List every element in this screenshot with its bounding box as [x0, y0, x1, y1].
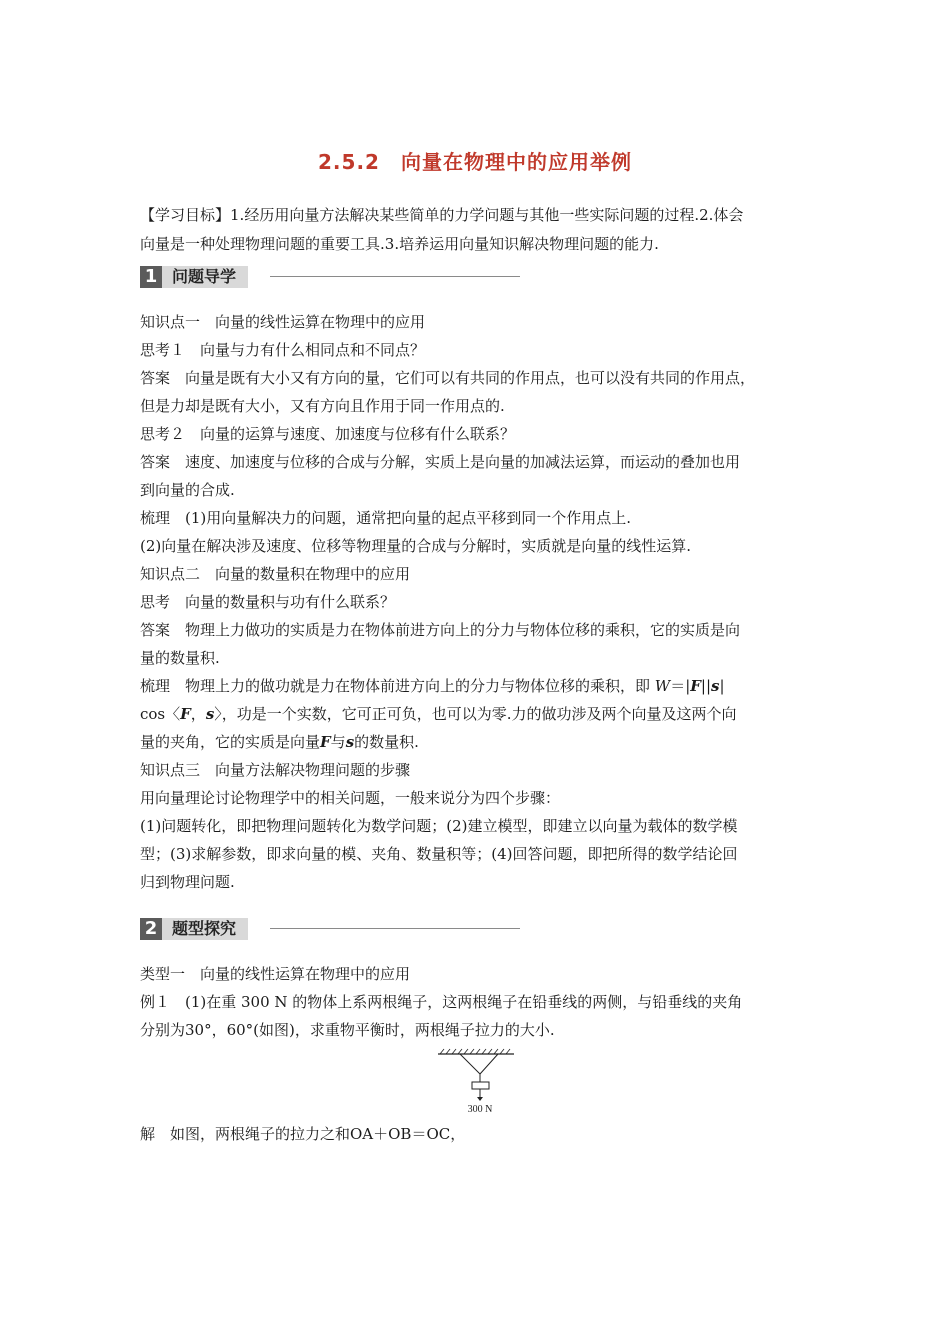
steps-intro: 用向量理论讨论物理学中的相关问题，一般来说分为四个步骤：	[140, 789, 561, 807]
section-title: 问题导学	[162, 266, 248, 288]
steps-line-1: (1)问题转化，即把物理问题转化为数学问题；(2)建立模型，即建立以向量为载体的数学模	[140, 817, 738, 835]
example-1-line-2: 分别为30°，60°(如图)，求重物平衡时，两根绳子拉力的大小.	[140, 1021, 555, 1039]
text: 量的夹角，它的实质是向量	[140, 733, 321, 751]
rope-diagram	[430, 1046, 520, 1118]
section-title: 题型探究	[162, 918, 248, 940]
answer-3-line-2: 量的数量积.	[140, 649, 220, 667]
ceiling-hatching	[440, 1049, 510, 1054]
force-vector: F	[320, 733, 331, 751]
example-1-line-1: 例１ (1)在重 300 N 的物体上系两根绳子，这两根绳子在铅垂线的两侧，与铅垂线的夹角	[140, 993, 743, 1011]
question-3: 思考 向量的数量积与功有什么联系？	[140, 593, 396, 611]
objectives-line2: 向量是一种处理物理问题的重要工具.3.培养运用向量知识解决物理问题的能力.	[140, 235, 659, 253]
section-divider	[270, 276, 520, 277]
question-2: 思考２ 向量的运算与速度、加速度与位移有什么联系？	[140, 425, 516, 443]
objectives-line1: 1.经历用向量方法解决某些简单的力学问题与其他一些实际问题的过程.2.体会	[230, 206, 744, 224]
weight-block	[472, 1082, 489, 1089]
displacement-vector: s	[345, 733, 355, 751]
weight-label: 300 N	[467, 1104, 493, 1115]
section-header-2	[140, 918, 520, 940]
steps-line-2: 型；(3)求解参数，即求向量的模、夹角、数量积等；(4)回答问题，即把所得的数学结论回	[140, 845, 738, 863]
answer-1-line-1: 答案 向量是既有大小又有方向的量，它们可以有共同的作用点，也可以没有共同的作用点，	[140, 369, 756, 387]
displacement-vector: s	[711, 677, 720, 695]
section-header-1	[140, 266, 520, 288]
summary-3-line-1	[140, 676, 725, 696]
hanging-weight-figure	[430, 1046, 520, 1118]
knowledge-point-1: 知识点一 向量的线性运算在物理中的应用	[140, 313, 426, 331]
section-number: 1	[140, 266, 162, 288]
text: cos〈	[140, 705, 181, 723]
question-1: 思考１ 向量与力有什么相同点和不同点？	[140, 341, 426, 359]
summary-3-line-3	[140, 732, 419, 752]
text: ＝|	[670, 677, 691, 695]
summary-1: 梳理 (1)用向量解决力的问题，通常把向量的起点平移到同一个作用点上.	[140, 509, 632, 527]
text: |	[719, 677, 725, 695]
text: ||	[700, 677, 712, 695]
summary-3-line-2	[140, 704, 737, 724]
text: 〉，功是一个实数，它可正可负，也可以为零.力的做功涉及两个向量及这两个向	[214, 705, 737, 723]
force-vector: F	[180, 705, 191, 723]
text: 的数量积.	[354, 733, 419, 751]
answer-1-line-2: 但是力却是既有大小，又有方向且作用于同一作用点的.	[140, 397, 505, 415]
answer-2-line-2: 到向量的合成.	[140, 481, 235, 499]
section-number: 2	[140, 918, 162, 940]
rope-left	[460, 1054, 480, 1074]
knowledge-point-2: 知识点二 向量的数量积在物理中的应用	[140, 565, 411, 583]
answer-2-line-1: 答案 速度、加速度与位移的合成与分解，实质上是向量的加减法运算，而运动的叠加也用	[140, 453, 741, 471]
text: 与	[330, 733, 346, 751]
learning-objectives	[140, 205, 743, 225]
force-vector: F	[690, 677, 701, 695]
gravity-arrow-head	[477, 1097, 483, 1101]
text: 梳理 物理上力的做功就是力在物体前进方向上的分力与物体位移的乘积，即	[140, 677, 655, 695]
knowledge-point-3: 知识点三 向量方法解决物理问题的步骤	[140, 761, 411, 779]
steps-line-3: 归到物理问题.	[140, 873, 235, 891]
summary-2: (2)向量在解决涉及速度、位移等物理量的合成与分解时，实质就是向量的线性运算.	[140, 537, 692, 555]
text: ，	[190, 705, 206, 723]
answer-3-line-1: 答案 物理上力做功的实质是力在物体前进方向上的分力与物体位移的乘积，它的实质是向	[140, 621, 741, 639]
type-1-heading: 类型一 向量的线性运算在物理中的应用	[140, 965, 411, 983]
displacement-vector: s	[205, 705, 215, 723]
rope-right	[480, 1054, 498, 1074]
work-symbol: W	[654, 677, 671, 695]
objectives-tag: 【学习目标】	[140, 206, 231, 224]
page-title: 2.5.2 向量在物理中的应用举例	[318, 150, 632, 174]
section-divider	[270, 928, 520, 929]
solution-line: 解 如图，两根绳子的拉力之和OA＋OB＝OC，	[140, 1125, 466, 1143]
